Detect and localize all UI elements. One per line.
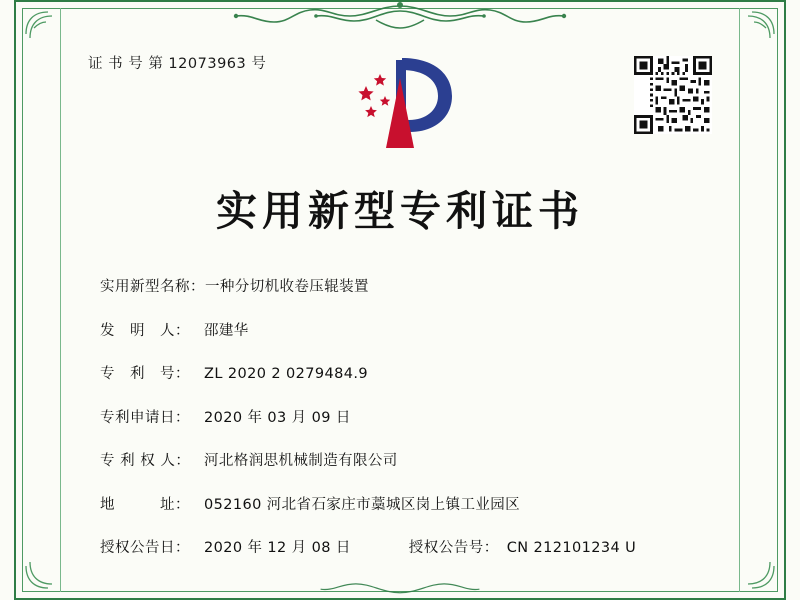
field-value: 2020 年 12 月 08 日	[204, 540, 351, 556]
field-value: 河北格润思机械制造有限公司	[204, 453, 398, 469]
field-value: 2020 年 03 月 09 日	[204, 409, 351, 426]
field-inventor	[100, 319, 710, 340]
field-grant-date	[100, 536, 351, 557]
field-address	[100, 493, 710, 514]
field-label: 实用新型名称：	[100, 279, 205, 295]
ornament-top-icon	[190, 2, 610, 36]
field-label: 授权公告日：	[100, 540, 190, 556]
field-label: 专 利 号：	[100, 366, 190, 382]
ornament-bottom-icon	[190, 568, 610, 598]
patent-office-emblem-icon	[330, 52, 470, 156]
field-value: ZL 2020 2 0279484.9	[204, 366, 368, 382]
field-patentee	[100, 449, 710, 470]
field-announcement-number	[409, 536, 636, 557]
corner-ornament-icon	[24, 544, 70, 590]
corner-ornament-icon	[730, 544, 776, 590]
qr-code-icon	[634, 56, 712, 134]
field-value: 邵建华	[204, 322, 249, 339]
corner-ornament-icon	[730, 10, 776, 56]
field-patent-number	[100, 362, 710, 383]
field-label: 发 明 人：	[100, 322, 190, 339]
certificate-number: 证 书 号 第 12073963 号	[88, 56, 267, 72]
field-label: 授权公告号：	[408, 540, 499, 556]
page-title: 实用新型专利证书	[216, 187, 584, 235]
field-label: 地 址：	[100, 496, 190, 513]
field-label: 专利申请日：	[100, 409, 190, 426]
certificate-fields	[100, 275, 710, 557]
field-value: 一种分切机收卷压辊装置	[205, 279, 369, 295]
field-label: 专 利 权 人：	[100, 453, 191, 469]
field-footer-row	[100, 536, 710, 557]
field-utility-model-name	[100, 275, 710, 296]
corner-ornament-icon	[24, 10, 70, 56]
field-value: CN 212101234 U	[506, 540, 637, 556]
field-value: 052160 河北省石家庄市藁城区岗上镇工业园区	[204, 496, 521, 513]
field-application-date	[100, 406, 710, 427]
